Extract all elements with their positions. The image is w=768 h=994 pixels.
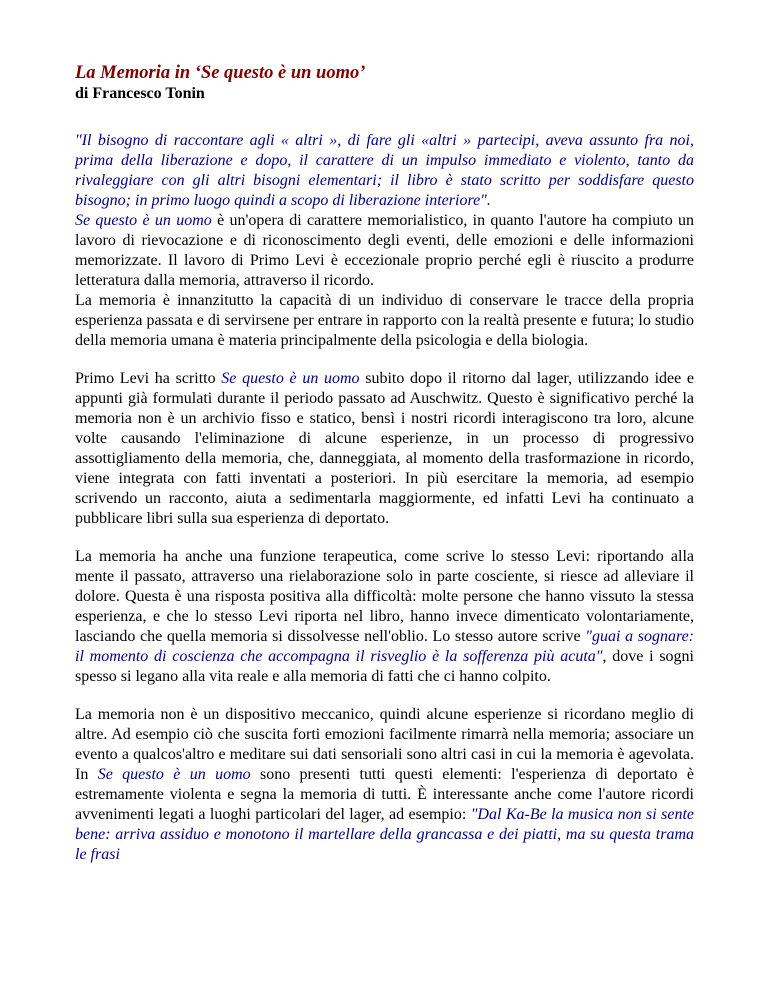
paragraph-5 <box>75 705 694 865</box>
book-title-ref: Se questo è un uomo <box>75 212 212 229</box>
paragraph-5-text-b: sono presenti tutti questi elementi: l'esperienza di deportato è estremamente violenta e segna la memoria di tutti. È interessante anche come l'autore ricordi avvenimenti legati a luoghi particolari del lager, ad esempio: <box>75 766 694 823</box>
paragraph-1 <box>75 211 694 291</box>
book-title-ref: Se questo è un uomo <box>221 370 360 387</box>
document-author: di Francesco Tonin <box>75 85 205 102</box>
intro-quote <box>75 131 694 211</box>
paragraph-1-text: è un'opera di carattere memorialistico, in quanto l'autore ha compiuto un lavoro di rievocazione e di riconoscimento degli eventi, delle emozioni e delle informazioni memorizzate. Il lavoro di Primo Levi è eccezionale proprio perché egli è riuscito a produrre letteratura dalla memoria, attraverso il ricordo. <box>75 212 695 289</box>
intro-quote-text: "Il bisogno di raccontare agli « altri », di fare gli «altri » partecipi, aveva assunto fra noi, prima della liberazione e dopo, il carattere di un impulso immediato e violento, tanto da rivaleggiare con gli altri bisogni elementari; il libro è stato scritto per soddisfare questo bisogno; in primo luogo quindi a scopo di liberazione interiore". <box>75 132 694 209</box>
paragraph-3-text-b: subito dopo il ritorno dal lager, utilizzando idee e appunti già formulati durante il periodo passato ad Auschwitz. Questo è significativo perché la memoria non è un archivio fisso e statico, bensì i nostri ricordi interagiscono tra loro, alcune volte causando l'eliminazione di alcune esperienze, in un processo di progressivo assottigliamento della memoria, che, danneggiata, al momento della trasformazione in ricordo, viene integrata con fatti inventati a posteriori. In più esercitare la memoria, ad esempio scrivendo un racconto, aiuta a sedimentarla maggiormente, ed infatti Levi ha continuato a pubblicare libri sulla sua esperienza di deportato. <box>75 370 695 527</box>
document-page <box>75 62 694 865</box>
document-title: La Memoria in ‘Se questo è un uomo’ <box>75 63 366 83</box>
paragraph-4 <box>75 547 694 687</box>
paragraph-3 <box>75 369 694 529</box>
paragraph-5-text-a: La memoria non è un dispositivo meccanico, quindi alcune esperienze si ricordano meglio di altre. Ad esempio ciò che suscita forti emozioni facilmente rimarrà nella memoria; associare un evento a qualcos'altro e meditare sui dati sensoriali sono altri casi in cui la memoria è agevolata. In <box>75 706 694 783</box>
paragraph-3-text-a: Primo Levi ha scritto <box>75 370 222 387</box>
paragraph-4-text-a: La memoria ha anche una funzione terapeutica, come scrive lo stesso Levi: riportando alla mente il passato, attraverso una rielaborazione solo in parte cosciente, si riesce ad alleviare il dolore. Questa è una risposta positiva alla difficoltà: molte persone che hanno vissuto la stessa esperienza, e che lo stesso Levi riporta nel libro, hanno invece dimenticato volontariamente, lasciando che quella memoria si dissolvesse nell'oblio. Lo stesso autore scrive <box>75 548 694 645</box>
paragraph-2: La memoria è innanzitutto la capacità di un individuo di conservare le tracce della propria esperienza passata e di servirsene per entrare in rapporto con la realtà presente e futura; lo studio della memoria umana è materia principalmente della psicologia e della biologia. <box>75 292 694 349</box>
paragraph-4-quote: "guai a sognare: il momento di coscienza che accompagna il risveglio è la sofferenza più acuta" <box>75 628 695 665</box>
paragraph-4-text-b: , dove i sogni spesso si legano alla vita reale e alla memoria di fatti che ci hanno colpito. <box>75 648 694 685</box>
book-title-ref: Se questo è un uomo <box>97 766 251 783</box>
paragraph-5-quote: "Dal Ka-Be la musica non si sente bene: arriva assiduo e monotono il martellare della grancassa e dei piatti, ma su questa trama le frasi <box>75 806 695 863</box>
